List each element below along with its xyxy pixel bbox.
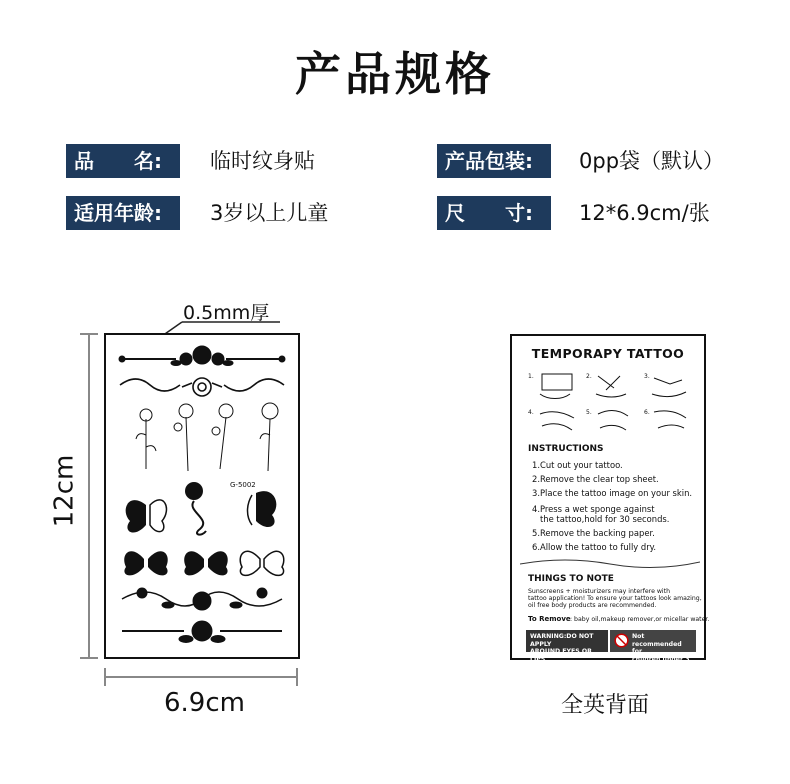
- instruction-4-cont: the tattoo,hold for 30 seconds.: [540, 514, 670, 524]
- warning-line-1: WARNING:DO NOT APPLY: [530, 633, 594, 648]
- rose-vine-lower: [122, 588, 282, 610]
- width-dimension-cap-left: [104, 668, 106, 686]
- step-number-5: 5.: [586, 409, 592, 416]
- step-5-hands-icon: [598, 410, 628, 430]
- thickness-note: 0.5mm厚: [183, 302, 270, 324]
- design-code: G-5002: [230, 481, 256, 489]
- step-3-hands-icon: [652, 378, 686, 397]
- instruction-5: 5.Remove the backing paper.: [532, 528, 655, 538]
- tattoo-sheet-front: [104, 333, 300, 659]
- tattoo-designs: [106, 335, 298, 657]
- butterflies-row-1: [126, 482, 277, 535]
- age-warning-line-2: children under 3 years!: [632, 655, 690, 670]
- back-title: TEMPORAPY TATTOO: [531, 346, 685, 361]
- remove-text: : baby oil,makeup remover,or micellar water.: [570, 616, 710, 623]
- instructions-heading: INSTRUCTIONS: [528, 444, 604, 454]
- width-label: 6.9cm: [164, 688, 245, 718]
- no-children-icon: [614, 633, 629, 648]
- step-number-3: 3.: [644, 373, 650, 380]
- instruction-3: 3.Place the tattoo image on your skin.: [532, 488, 693, 498]
- things-text-1: Sunscreens + moisturizers may interfere with: [528, 588, 670, 595]
- tattoo-sheet-back: [510, 334, 710, 670]
- rose-border-top: [119, 346, 285, 366]
- things-text-3: oil free body products are recommended.: [528, 602, 657, 609]
- height-dimension-line: [88, 333, 90, 659]
- wave-divider: [520, 556, 700, 570]
- step-2-hands-icon: [596, 376, 626, 397]
- instruction-6: 6.Allow the tattoo to fully dry.: [532, 542, 657, 552]
- spec-value-name: 临时纹身贴: [210, 149, 315, 173]
- spec-label-size: 尺 寸:: [437, 196, 551, 230]
- step-number-4: 4.: [528, 409, 534, 416]
- page-title: 产品规格: [295, 47, 495, 101]
- spec-label-age: 适用年龄:: [66, 196, 180, 230]
- spec-label-name: 品 名:: [66, 144, 180, 178]
- spec-value-age: 3岁以上儿童: [210, 201, 329, 225]
- width-dimension-line: [104, 676, 298, 678]
- instruction-1: 1.Cut out your tattoo.: [532, 460, 623, 470]
- daisy-flowers: [136, 403, 278, 471]
- things-text-2: tattoo application! To ensure your tattoos look amazing,: [528, 595, 702, 602]
- step-1-hands-icon: [540, 394, 570, 399]
- step-6-hands-icon: [654, 411, 686, 428]
- instruction-4: 4.Press a wet sponge against: [532, 504, 655, 514]
- spec-value-packaging: 0pp袋（默认）: [579, 149, 725, 173]
- step-number-2: 2.: [586, 373, 592, 380]
- step-4-hands-icon: [540, 412, 574, 430]
- instruction-2: 2.Remove the clear top sheet.: [532, 474, 659, 484]
- remove-label: To Remove: [528, 615, 571, 623]
- spec-value-size: 12*6.9cm/张: [579, 201, 710, 225]
- warning-box: [526, 630, 608, 663]
- step-illustrations: [522, 370, 696, 440]
- things-heading: THINGS TO NOTE: [528, 574, 614, 584]
- height-dimension-cap-bottom: [80, 657, 98, 659]
- step-1-sheet-icon: [542, 374, 572, 390]
- height-dimension-cap-top: [80, 333, 98, 335]
- step-number-6: 6.: [644, 409, 650, 416]
- back-caption: 全英背面: [561, 693, 650, 718]
- warning-line-2: AROUND EYES OR LIPS: [530, 648, 592, 663]
- width-dimension-cap-right: [296, 668, 298, 686]
- age-warning-box: [610, 630, 696, 670]
- age-warning-line-1: Not recommended for: [632, 633, 682, 655]
- rose-vine: [120, 378, 284, 396]
- butterflies-row-2: [124, 551, 284, 575]
- spec-label-packaging: 产品包装:: [437, 144, 551, 178]
- height-label: 12cm: [49, 454, 80, 528]
- step-number-1: 1.: [528, 373, 534, 380]
- rose-border-bottom: [122, 621, 282, 643]
